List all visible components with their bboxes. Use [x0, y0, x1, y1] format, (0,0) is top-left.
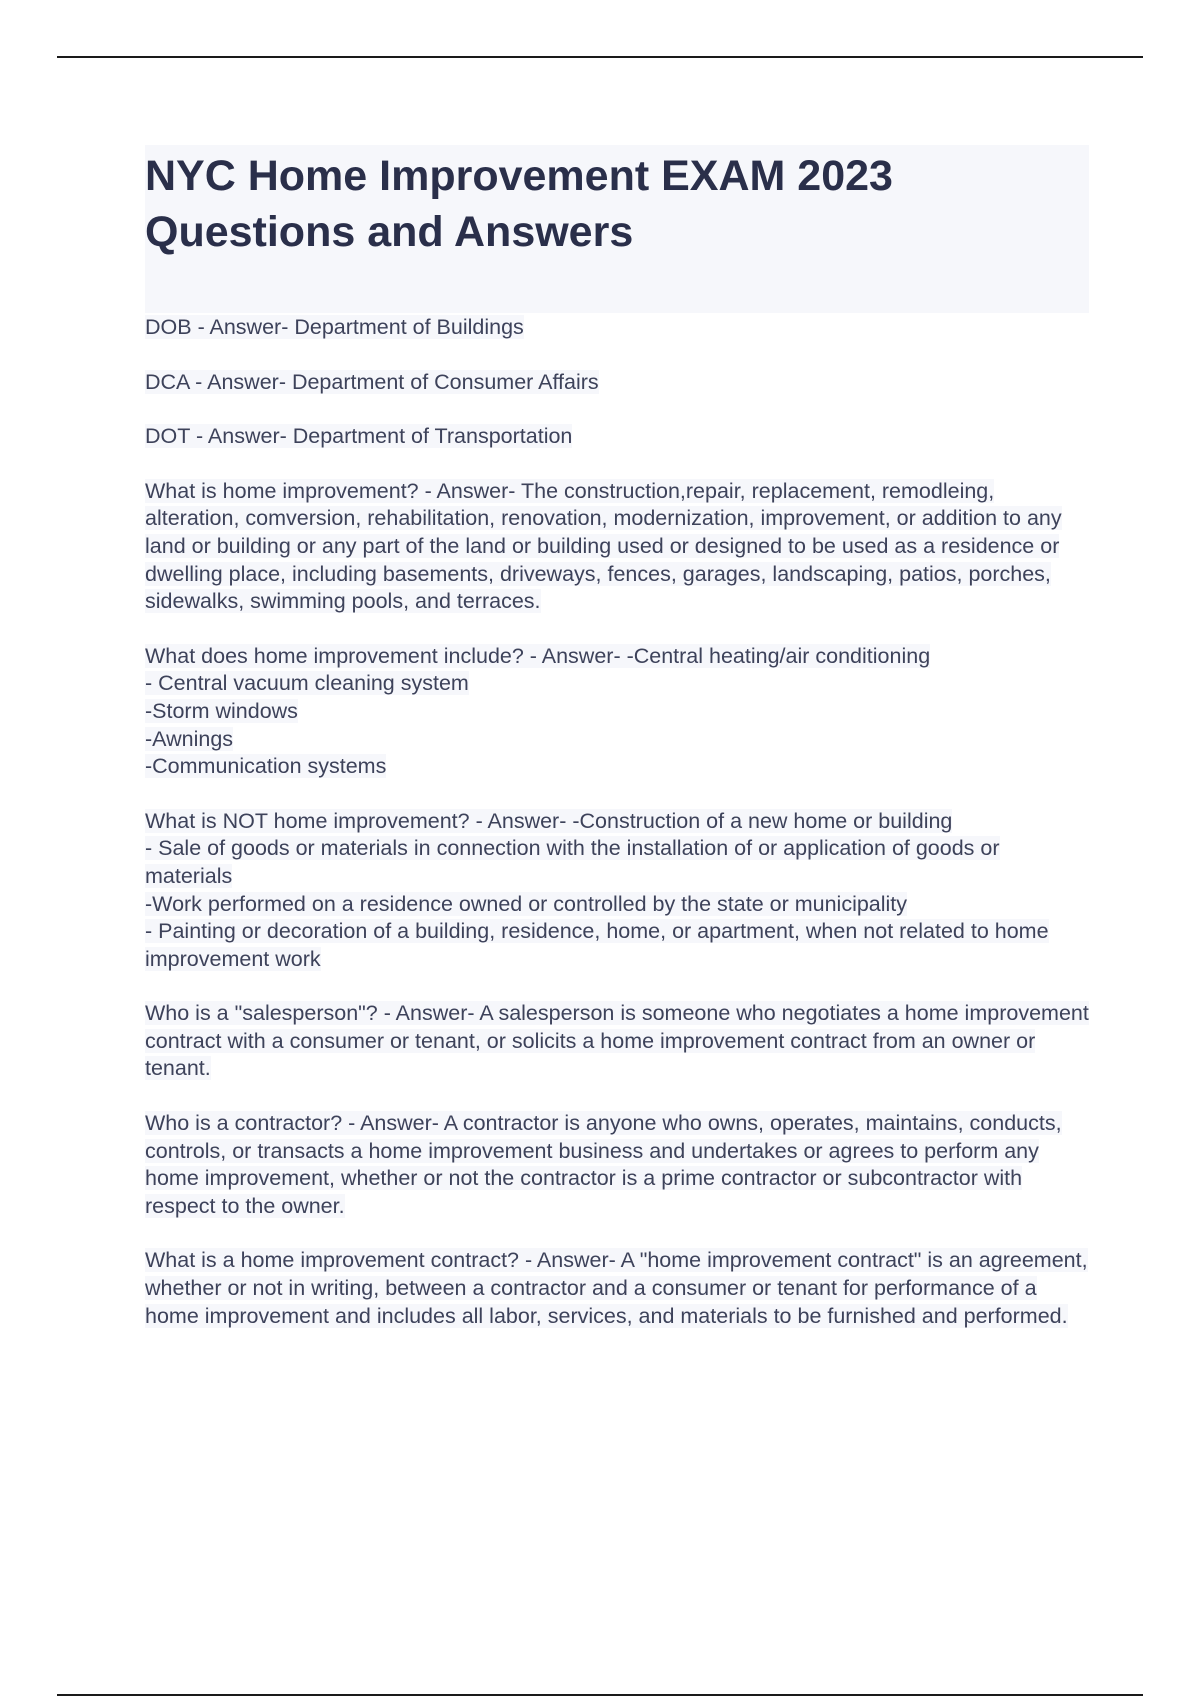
page-title: NYC Home Improvement EXAM 2023 Questions and Answers	[145, 152, 893, 256]
qa-text: DOT - Answer- Department of Transportation	[145, 424, 573, 449]
qa-entry-not-home-improvement	[145, 808, 1089, 974]
title-block	[145, 145, 1089, 313]
qa-entry-salesperson	[145, 1000, 1089, 1083]
qa-text: What is NOT home improvement? - Answer- -Construction of a new home or building - Sale of goods or materials in connection with the installation of or application of goods or materials -Work performed on a residence owned or controlled by the state or municipality - Painting or decoration of a building, residence, home, or apartment, when not related to home improvement work	[145, 808, 1049, 971]
qa-entry-dca	[145, 369, 1089, 397]
top-rule	[57, 56, 1143, 58]
page-content	[145, 145, 1089, 1357]
qa-text: What does home improvement include? - Answer- -Central heating/air conditioning - Central vacuum cleaning system -Storm windows -Awnings -Communication systems	[145, 643, 931, 779]
qa-entry-dob	[145, 314, 1089, 342]
qa-text: DOB - Answer- Department of Buildings	[145, 315, 524, 339]
qa-list	[145, 314, 1089, 1330]
bottom-rule	[57, 1694, 1143, 1696]
qa-entry-home-improvement-definition	[145, 478, 1089, 616]
qa-entry-home-improvement-includes	[145, 643, 1089, 781]
qa-entry-dot	[145, 423, 1089, 451]
qa-text: What is a home improvement contract? - Answer- A "home improvement contract" is an agreement, whether or not in writing, between a contractor and a consumer or tenant for performance of a home improvement and includes all labor, services, and materials to be furnished and performed.	[145, 1248, 1088, 1328]
qa-text: Who is a contractor? - Answer- A contractor is anyone who owns, operates, maintains, conducts, controls, or transacts a home improvement business and undertakes or agrees to perform any home improvement, whether or not the contractor is a prime contractor or subcontractor with respect to the owner.	[145, 1111, 1062, 1218]
qa-text: Who is a "salesperson"? - Answer- A salesperson is someone who negotiates a home improvement contract with a consumer or tenant, or solicits a home improvement contract from an owner or tenant.	[145, 1001, 1089, 1081]
qa-entry-contractor	[145, 1110, 1089, 1220]
qa-text: What is home improvement? - Answer- The construction,repair, replacement, remodleing, alteration, comversion, rehabilitation, renovation, modernization, improvement, or addition to any land or building or any part of the land or building used or designed to be used as a residence or dwelling place, including basements, driveways, fences, garages, landscaping, patios, porches, sidewalks, swimming pools, and terraces.	[145, 478, 1062, 614]
qa-entry-contract	[145, 1247, 1089, 1330]
qa-text: DCA - Answer- Department of Consumer Affairs	[145, 369, 599, 394]
